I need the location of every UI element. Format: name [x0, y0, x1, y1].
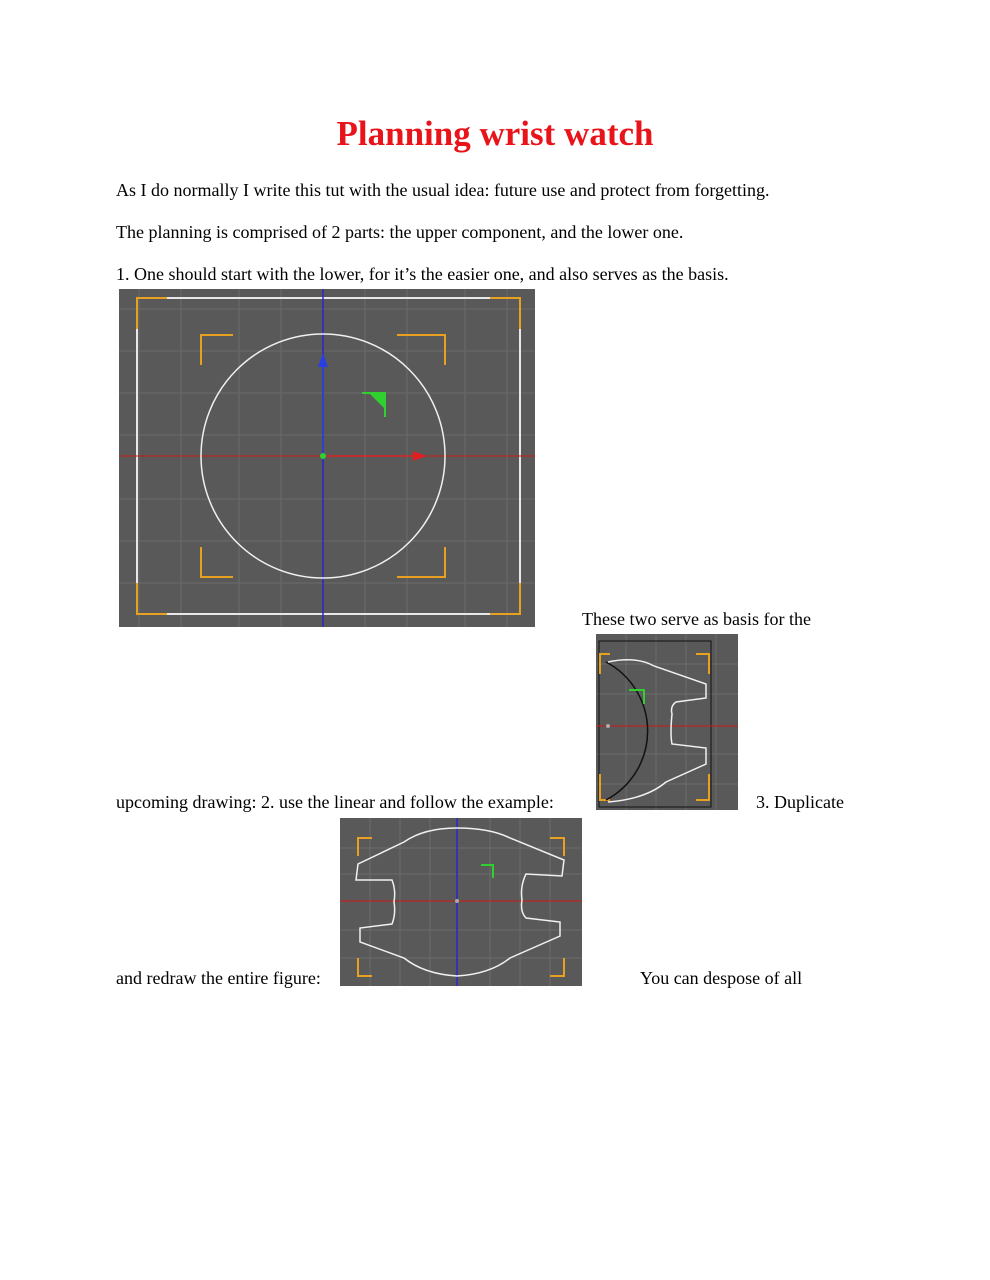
step-three-start: 3. Duplicate [756, 792, 844, 812]
step-two-paragraph: upcoming drawing: 2. use the linear and follow the example: [116, 792, 554, 812]
step-one-paragraph: 1. One should start with the lower, for it’s the easier one, and also serves as the basis. [116, 264, 729, 284]
intro-paragraph: As I do normally I write this tut with the usual idea: future use and protect from forgetting. [116, 180, 770, 200]
page-title: Planning wrist watch [336, 114, 654, 153]
closing-text: You can despose of all [640, 968, 803, 988]
figure-one-caption: These two serve as basis for the [582, 609, 811, 629]
half-outline-viewport-screenshot [596, 634, 738, 810]
circle-viewport-screenshot [119, 289, 535, 627]
full-outline-viewport-screenshot [340, 818, 582, 986]
step-three-continued: and redraw the entire figure: [116, 968, 321, 988]
planning-paragraph: The planning is comprised of 2 parts: the upper component, and the lower one. [116, 222, 684, 242]
